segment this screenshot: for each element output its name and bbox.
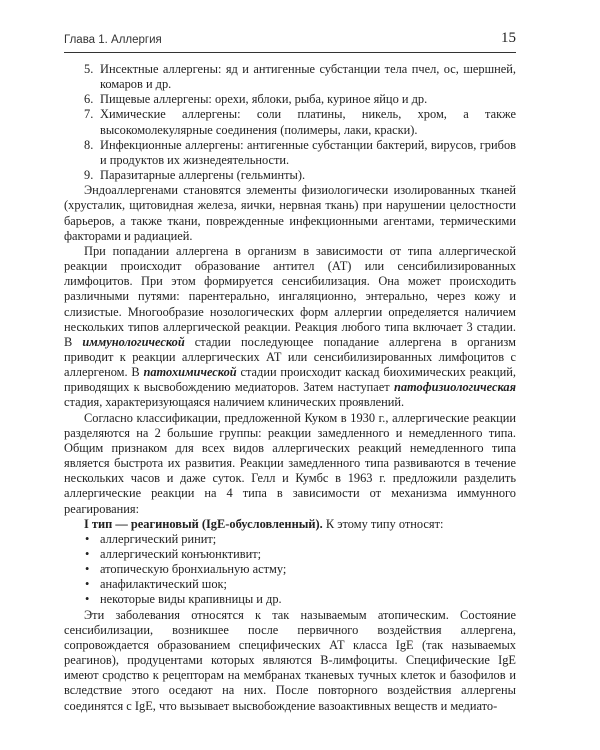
list-number: 8.	[84, 137, 94, 152]
list-number: 7.	[84, 107, 94, 122]
paragraph-text: стадии последующее попадание аллергена в организм приводит к реакции аллергических АТ или сенсибилизированных лимфоцитов с аллергеном. В	[64, 334, 516, 380]
list-item-text: Инфекционные аллергены: антигенные субстанции бактерий, вирусов, грибов и продуктов их жизнедеятельности.	[100, 137, 516, 167]
paragraph-atopic: Эти заболевания относятся к так называемым атопическим. Состояние сенсибилизации, возникшее после первичного воздействия аллергена, сопровождается образованием специфических АТ класса IgE (так называемых реагинов), продуцентами которых являются В-лимфоциты. Специфические IgE имеют сродство к рецепторам на мембранах тканевых тучных клеток и базофилов и вследствие этого оседают на них. После повторного воздействия аллергены соединятся с IgE, что вызывает высвобождение вазоактивных веществ и медиато-	[64, 607, 516, 713]
bullet-item	[64, 532, 516, 547]
list-number: 6.	[84, 92, 94, 107]
bullet-icon: •	[85, 547, 90, 561]
paragraph-text: стадии происходит каскад биохимических реакций, приводящих к высвобождению медиаторов. Затем наступает	[64, 365, 516, 395]
paragraph-text: стадия, характеризующаяся наличием клинических проявлений.	[64, 395, 405, 410]
bullet-item	[64, 547, 516, 562]
list-item	[64, 138, 516, 168]
list-item-text: Паразитарные аллергены (гельминты).	[100, 168, 306, 183]
chapter-title: Глава 1. Аллергия	[64, 34, 162, 46]
paragraph-classification: Согласно классификации, предложенной Куком в 1930 г., аллергические реакции разделяются на 2 большие группы: реакции замедленного и немедленного типа. Общим признаком для всех видов аллергических реакций немедленного типа является быстрота их развития. Реакции замедленного типа развиваются в течение нескольких часов и даже суток. Гелл и Кумбс в 1963 г. предложили разделить аллергические реакции на 4 типа в зависимости от механизма иммунного реагирования:	[64, 410, 516, 516]
bullet-item	[64, 562, 516, 577]
running-header	[64, 30, 516, 53]
emphasis-immunological: иммунологической	[82, 334, 185, 349]
list-number: 5.	[84, 62, 94, 76]
list-item	[64, 92, 516, 107]
emphasis-pathophysiological: патофизиологическая	[393, 380, 516, 395]
bullet-item	[64, 577, 516, 592]
list-item-text: Пищевые аллергены: орехи, яблоки, рыба, куриное яйцо и др.	[100, 92, 428, 107]
paragraph-stages	[64, 244, 516, 411]
bullet-text: атопическую бронхиальную астму;	[100, 562, 287, 577]
bullet-icon: •	[85, 562, 90, 577]
bullet-text: аллергический ринит;	[100, 531, 217, 546]
bullet-icon: •	[85, 531, 90, 546]
bullet-icon: •	[85, 577, 90, 592]
list-item-text: Инсектные аллергены: яд и антигенные субстанции тела пчел, ос, шершней, комаров и др.	[100, 62, 516, 92]
type1-heading: I тип — реагиновый (IgE-обусловленный).	[84, 516, 323, 531]
emphasis-pathochemical: патохимической	[143, 365, 237, 380]
paragraph-endoallergens: Эндоаллергенами становятся элементы физиологически изолированных тканей (хрусталик, щитовидная железа, яички, нервная ткань) при нарушении целостности барьеров, а также ткани, поврежденные инфекционными агентами, термическими факторами и радиацией.	[64, 183, 516, 243]
page-number: 15	[501, 30, 516, 46]
paragraph-text: При попадании аллергена в организм в зависимости от типа аллергической реакции происходит образование антител (АТ) или сенсибилизированных лимфоцитов. При этом формируется сенсибилизация. Она может происходить различными путями: парентерально, ингаляционно, энтерально, через кожу и слизистые. Многообразие нозологических форм аллергии определяется наличием нескольких типов аллергической реакции. Реакция любого типа включает 3 стадии. В	[64, 243, 516, 349]
allergen-list	[64, 62, 516, 183]
page-body	[64, 62, 516, 714]
bullet-item	[64, 592, 516, 607]
list-item-text: Химические аллергены: соли платины, никель, хром, а также высокомолекулярные соединения (полимеры, лаки, краски).	[100, 107, 516, 137]
list-number: 9.	[84, 168, 94, 183]
type1-heading-line	[64, 517, 516, 532]
type1-intro: К этому типу относят:	[322, 516, 444, 531]
list-item	[64, 62, 516, 92]
list-item	[64, 107, 516, 137]
bullet-text: анафилактический шок;	[100, 577, 227, 592]
bullet-text: некоторые виды крапивницы и др.	[100, 592, 282, 607]
list-item	[64, 168, 516, 183]
bullet-icon: •	[85, 592, 90, 607]
bullet-text: аллергический конъюнктивит;	[100, 547, 262, 561]
disease-list	[64, 532, 516, 608]
